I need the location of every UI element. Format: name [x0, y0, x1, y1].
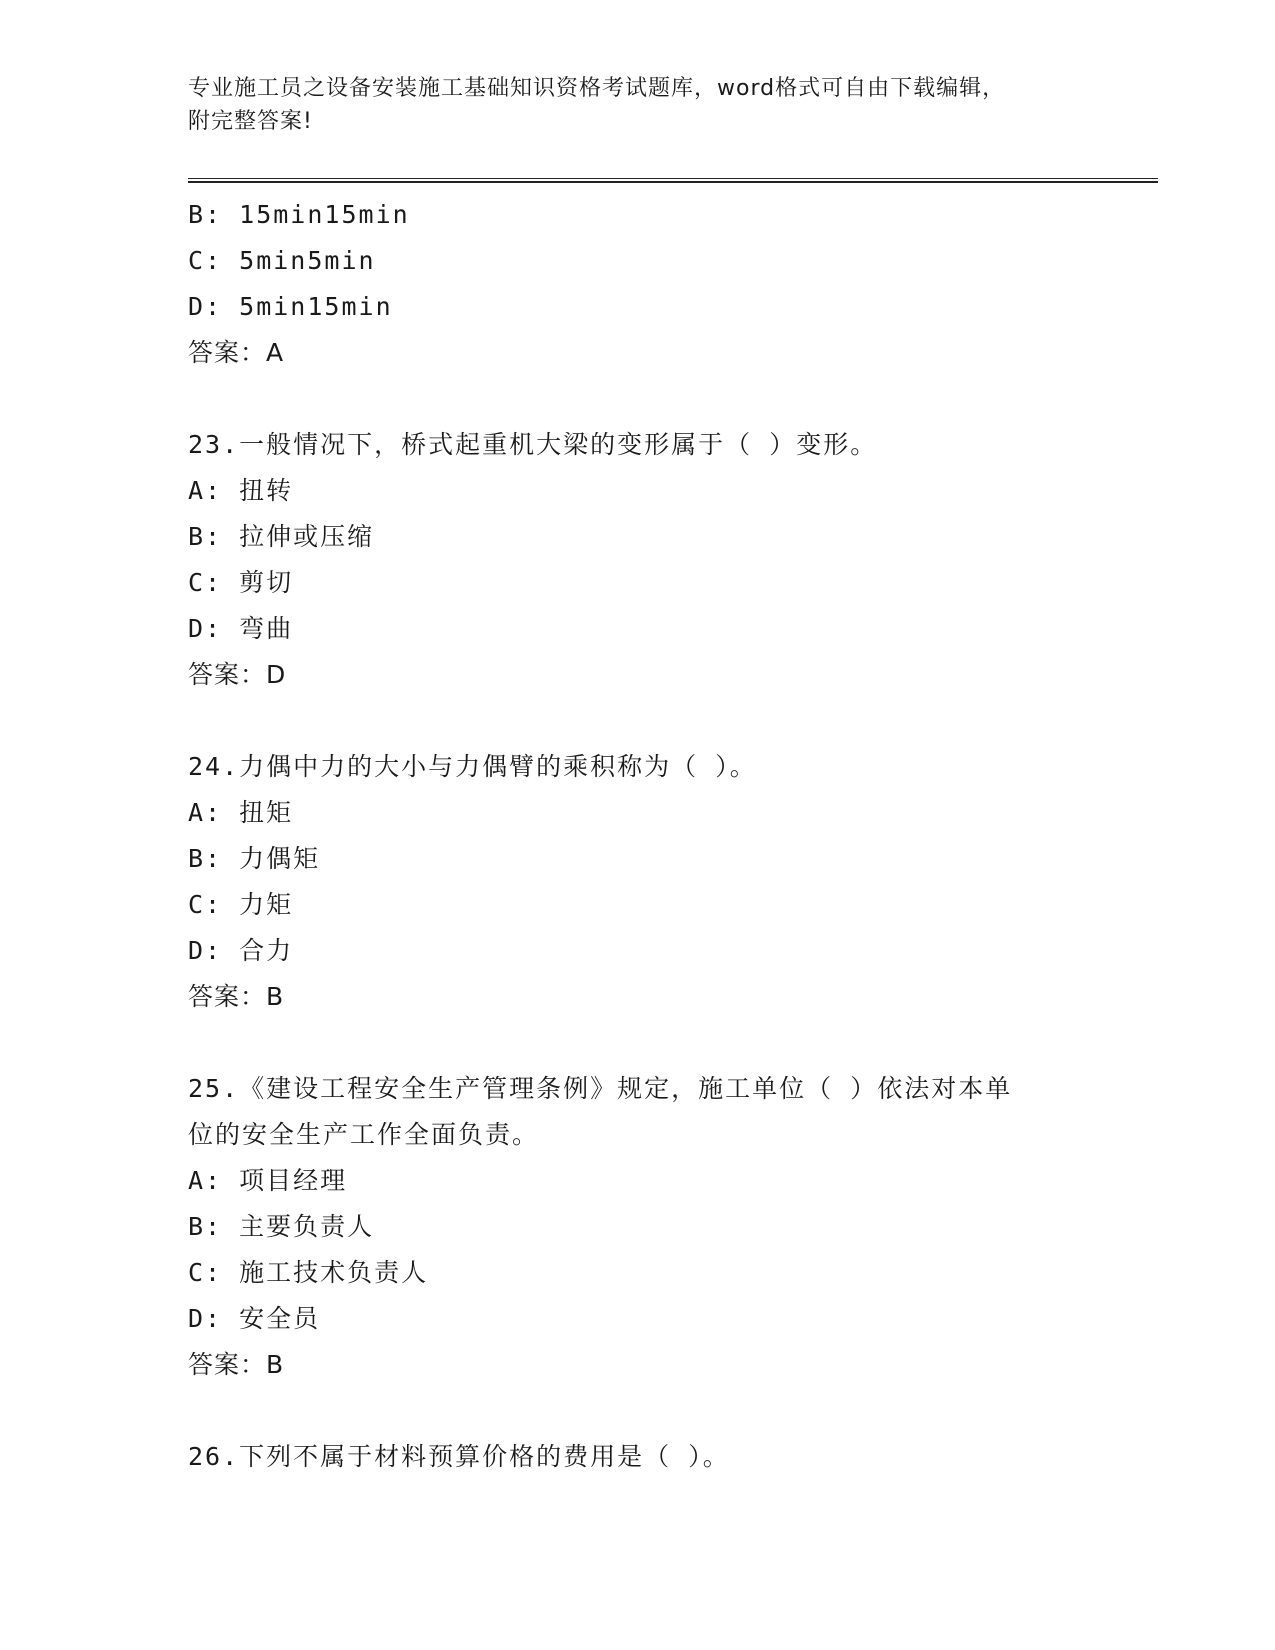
document-page [188, 0, 1158, 1650]
option-c: C: 剪切 [188, 568, 294, 597]
question-24 [188, 744, 1088, 1020]
question-list [188, 192, 1088, 1480]
header-line-2: 附完整答案! [188, 109, 313, 134]
option-a: A: 扭转 [188, 476, 294, 505]
option-c: C: 5min5min [188, 246, 376, 275]
question-26 [188, 1434, 1088, 1480]
question-text: 23.一般情况下，桥式起重机大梁的变形属于（ ）变形。 [188, 430, 878, 459]
option-b: B: 拉伸或压缩 [188, 522, 375, 551]
document-header [188, 72, 1048, 138]
option-b: B: 力偶矩 [188, 844, 321, 873]
spacer [188, 376, 1088, 422]
option-c: C: 施工技术负责人 [188, 1258, 429, 1287]
option-c: C: 力矩 [188, 890, 294, 919]
question-text: 24.力偶中力的大小与力偶臂的乘积称为（ ）。 [188, 752, 757, 781]
answer: 答案：D [188, 660, 287, 689]
option-b: B: 15min15min [188, 200, 410, 229]
question-text-line-1: 25.《建设工程安全生产管理条例》规定，施工单位（ ）依法对本单 [188, 1074, 1013, 1103]
answer: 答案：B [188, 982, 285, 1011]
question-text-line-2: 位的安全生产工作全面负责。 [188, 1120, 540, 1149]
option-a: A: 扭矩 [188, 798, 294, 827]
option-d: D: 弯曲 [188, 614, 294, 643]
option-d: D: 5min15min [188, 292, 393, 321]
header-line-1: 专业施工员之设备安装施工基础知识资格考试题库，word格式可自由下载编辑， [188, 76, 1006, 101]
question-text: 26.下列不属于材料预算价格的费用是（ ）。 [188, 1442, 730, 1471]
option-b: B: 主要负责人 [188, 1212, 375, 1241]
option-d: D: 合力 [188, 936, 294, 965]
spacer [188, 698, 1088, 744]
answer: 答案：B [188, 1350, 285, 1379]
option-a: A: 项目经理 [188, 1166, 348, 1195]
option-d: D: 安全员 [188, 1304, 321, 1333]
question-25 [188, 1066, 1088, 1388]
question-22 [188, 192, 1088, 376]
spacer [188, 1388, 1088, 1434]
spacer [188, 1020, 1088, 1066]
answer: 答案：A [188, 338, 285, 367]
header-divider [188, 178, 1158, 183]
question-23 [188, 422, 1088, 698]
